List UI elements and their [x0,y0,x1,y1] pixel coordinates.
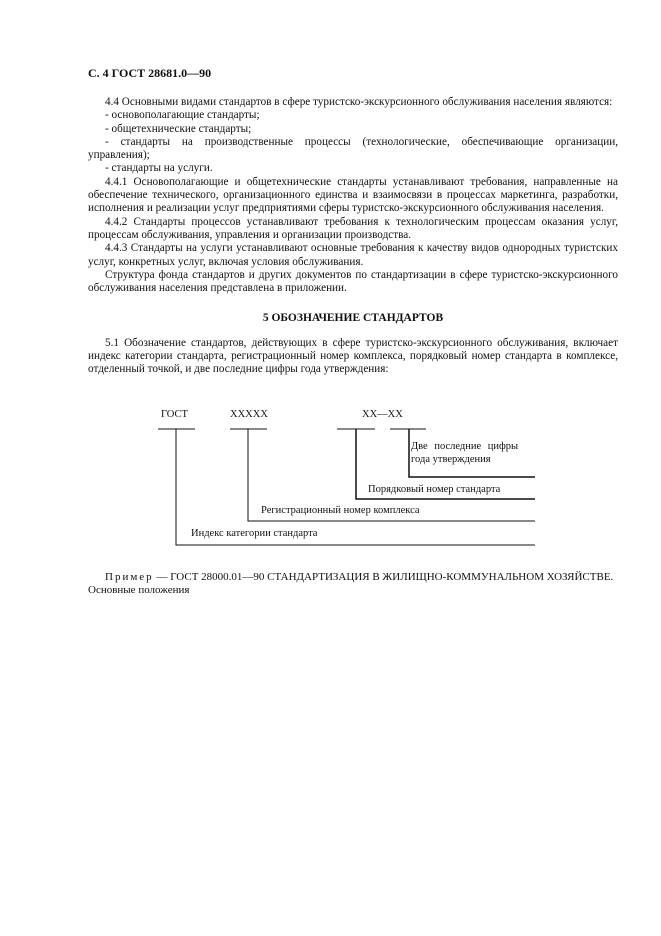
list-item: - стандарты на услуги. [105,162,213,175]
list-item: - общетехнические стандарты; [105,122,252,135]
paragraph: 5.1 Обозначение стандартов, действующих в сфере туристско-экскурсионного обслуживания, включает индекс категории стандарта, регистрационный номер комплекса, порядковый номер стандарта в комплексе, отделенный точкой, и две последние цифры года утверждения: [88,336,618,376]
paragraph: Структура фонда стандартов и других документов по стандартизации в сфере туристско-экскурсионного обслуживания населения представлена в приложении. [88,268,618,295]
paragraph: 4.4.3 Стандарты на услуги устанавливают основные требования к качеству видов однородных туристских услуг, конкретных услуг, включая условия обслуживания. [88,242,618,268]
year-label-line2: года утверждения [411,454,491,465]
year-connector [409,429,535,477]
gost-label: ГОСТ [161,409,188,420]
example-text: — ГОСТ 28000.01—90 СТАНДАРТИЗАЦИЯ В ЖИЛИЩНО-КОММУНАЛЬНОМ ХОЗЯЙСТВЕ. Основные положения [88,571,614,597]
example-prefix: Пример [105,571,154,583]
xxxxx-label: XXXXX [230,409,268,420]
year-label-line1: Две последние цифры [411,441,519,452]
reg-label: Регистрационный номер комплекса [261,505,420,516]
paragraph: 4.4.2 Стандарты процессов устанавливают требования к технологическим процессам оказания услуг, процессам обслуживания, управления и организации производства. [88,215,618,241]
section-heading: 5 ОБОЗНАЧЕНИЕ СТАНДАРТОВ [262,312,444,325]
example-note [88,571,618,598]
serial-label: Порядковый номер стандарта [368,484,501,495]
list-item: - стандарты на производственные процессы (технологические, обеспечивающие организации, управления); [88,135,618,162]
paragraph: 4.4 Основными видами стандартов в сфере туристско-экскурсионного обслуживания населения являются: [105,96,613,108]
index-label: Индекс категории стандарта [191,528,318,539]
paragraph: 4.4.1 Основополагающие и общетехнические стандарты устанавливают требования, направленные на обеспечение технического, организационного единства и взаимосвязи в процессах маркетинга, разработки, исполнения и реализации услуг предприятиями сферы туристско-экскурсионного обслуживания населения. [88,175,618,215]
list-item: - основополагающие стандарты; [105,109,260,122]
xx-xx-label: XX—XX [362,409,403,420]
page-header: С. 4 ГОСТ 28681.0—90 [88,66,212,80]
